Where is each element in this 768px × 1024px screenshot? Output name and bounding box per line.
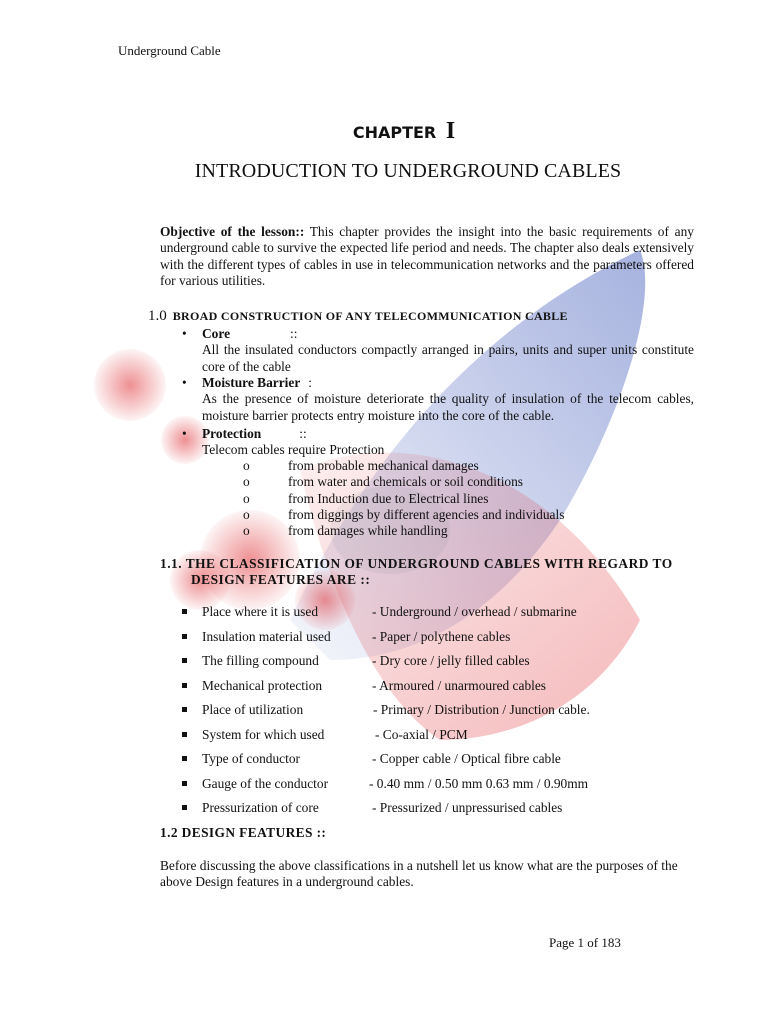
bullet-separator: :: [290,326,298,341]
chapter-heading [0,118,768,145]
bullet-icon: • [182,426,187,441]
objective-label: Objective of the lesson:: [160,224,305,239]
square-bullet-icon [182,781,187,786]
sub-bullet-icon: o [243,506,250,522]
section-1-0-title: BROAD CONSTRUCTION OF ANY TELECOMMUNICATION CABLE [172,309,568,323]
section-1-1-line-2: DESIGN FEATURES ARE :: [191,572,371,588]
bullet-icon: • [182,326,187,341]
objective-text: This chapter provides the insight into the basic requirements of any underground cable to survive the expected life period and needs. The chapter also deals extensively with the different types of cables in use in telecommunication networks and the parameters offered for various utilities. [160,224,694,288]
section-1-2-paragraph: Before discussing the above classifications in a nutshell let us know what are the purposes of the above Design features in a underground cables. [160,858,678,890]
section-1-1-line-1: 1.1. THE CLASSIFICATION OF UNDERGROUND CABLES WITH REGARD TO [160,556,673,571]
objective-paragraph [160,224,694,289]
section-1-2-heading: 1.2 DESIGN FEATURES :: [160,825,327,840]
running-header: Underground Cable [118,43,221,58]
bullet-label: Core [202,326,231,341]
square-bullet-icon [182,609,187,614]
square-bullet-icon [182,634,187,639]
sub-bullet-icon: o [243,523,250,539]
bullet-icon: • [182,375,187,390]
bullet-separator: : [308,375,313,390]
sub-bullet-icon: o [243,474,250,490]
bullet-body: All the insulated conductors compactly arranged in pairs, units and super units constitute core of the cable [202,342,694,374]
bullet-body: Telecom cables require Protection [202,442,385,458]
section-1-0-number: 1.0 [148,308,167,324]
bullet-item-protection [182,426,694,459]
bullet-separator: :: [299,426,307,441]
sub-bullet-icon: o [243,490,250,506]
chapter-number: I [445,118,456,144]
bullet-item-moisture-barrier [182,375,694,424]
square-bullet-icon [182,683,187,688]
bullet-label: Protection [202,426,262,441]
square-bullet-icon [182,756,187,761]
square-bullet-icon [182,658,187,663]
page-number: Page 1 of 183 [549,935,621,950]
page-title: INTRODUCTION TO UNDERGROUND CABLES [194,160,622,182]
document-page: Underground Cable CHAPTER I INTRODUCTION TO UNDERGROUND CABLES Objective of the lesson:: This chapter provides the insight into the basic requirements of any underground cable to survive the expected life period and needs. The chapter also deals extensively with the different types of cables in use in telecommunication networks and the parameters offered for various utilities. 1.0 BROAD CONSTRUCTION OF ANY TELECOMMUNICATION CABLE • Core :: All the insulated conductors compactly arranged in pairs, units and super units constitute core of the cable • Moisture Barrier : As the presence of moisture deteriorate the quality of insulation of the telecom cables, moisture barrier protects entry moisture into the core of the cable. • Protection :: Telecom cables require Protection o from probable mechanical damages o from water and chemicals or soil conditions o from Induction due to Electrical lines o from diggings by different agencies and individuals o from damages while handling 1.1. THE CLASSIFICATION OF UNDERGROUND CABLES WITH REGARD TO DESIGN FEATURES ARE :: Place where it is used - Underground / overhead / submarine Insulation material used - Paper / polythene cables The filling compound - Dry core / jelly filled cables Mechanical protection - Armoured / unarmoured cables Place of utilization - Primary / Distribution / Junction cable. System for which used - Co-axial / PCM Type of conductor - Copper cable / Optical fibre cable Gauge of the conductor - 0.40 mm / 0.50 mm 0.63 mm / 0.90mm Pressurization of core - Pressurized / unpressurised cables 1.2 DESIGN FEATURES :: Before discussing the above classifications in a nutshell let us know what are the purposes of the above Design features in a underground cables. Page 1 of 183 [0,0,768,1024]
square-bullet-icon [182,707,187,712]
chapter-label: CHAPTER [352,123,437,142]
square-bullet-icon [182,732,187,737]
bullet-item-core [182,326,694,375]
bullet-label: Moisture Barrier [202,375,301,390]
bullet-body: As the presence of moisture deteriorate the quality of insulation of the telecom cables, moisture barrier protects entry moisture into the core of the cable. [202,391,694,423]
square-bullet-icon [182,805,187,810]
section-1-1-heading [160,556,700,589]
sub-bullet-icon: o [243,458,250,473]
section-1-0-heading [148,308,568,325]
